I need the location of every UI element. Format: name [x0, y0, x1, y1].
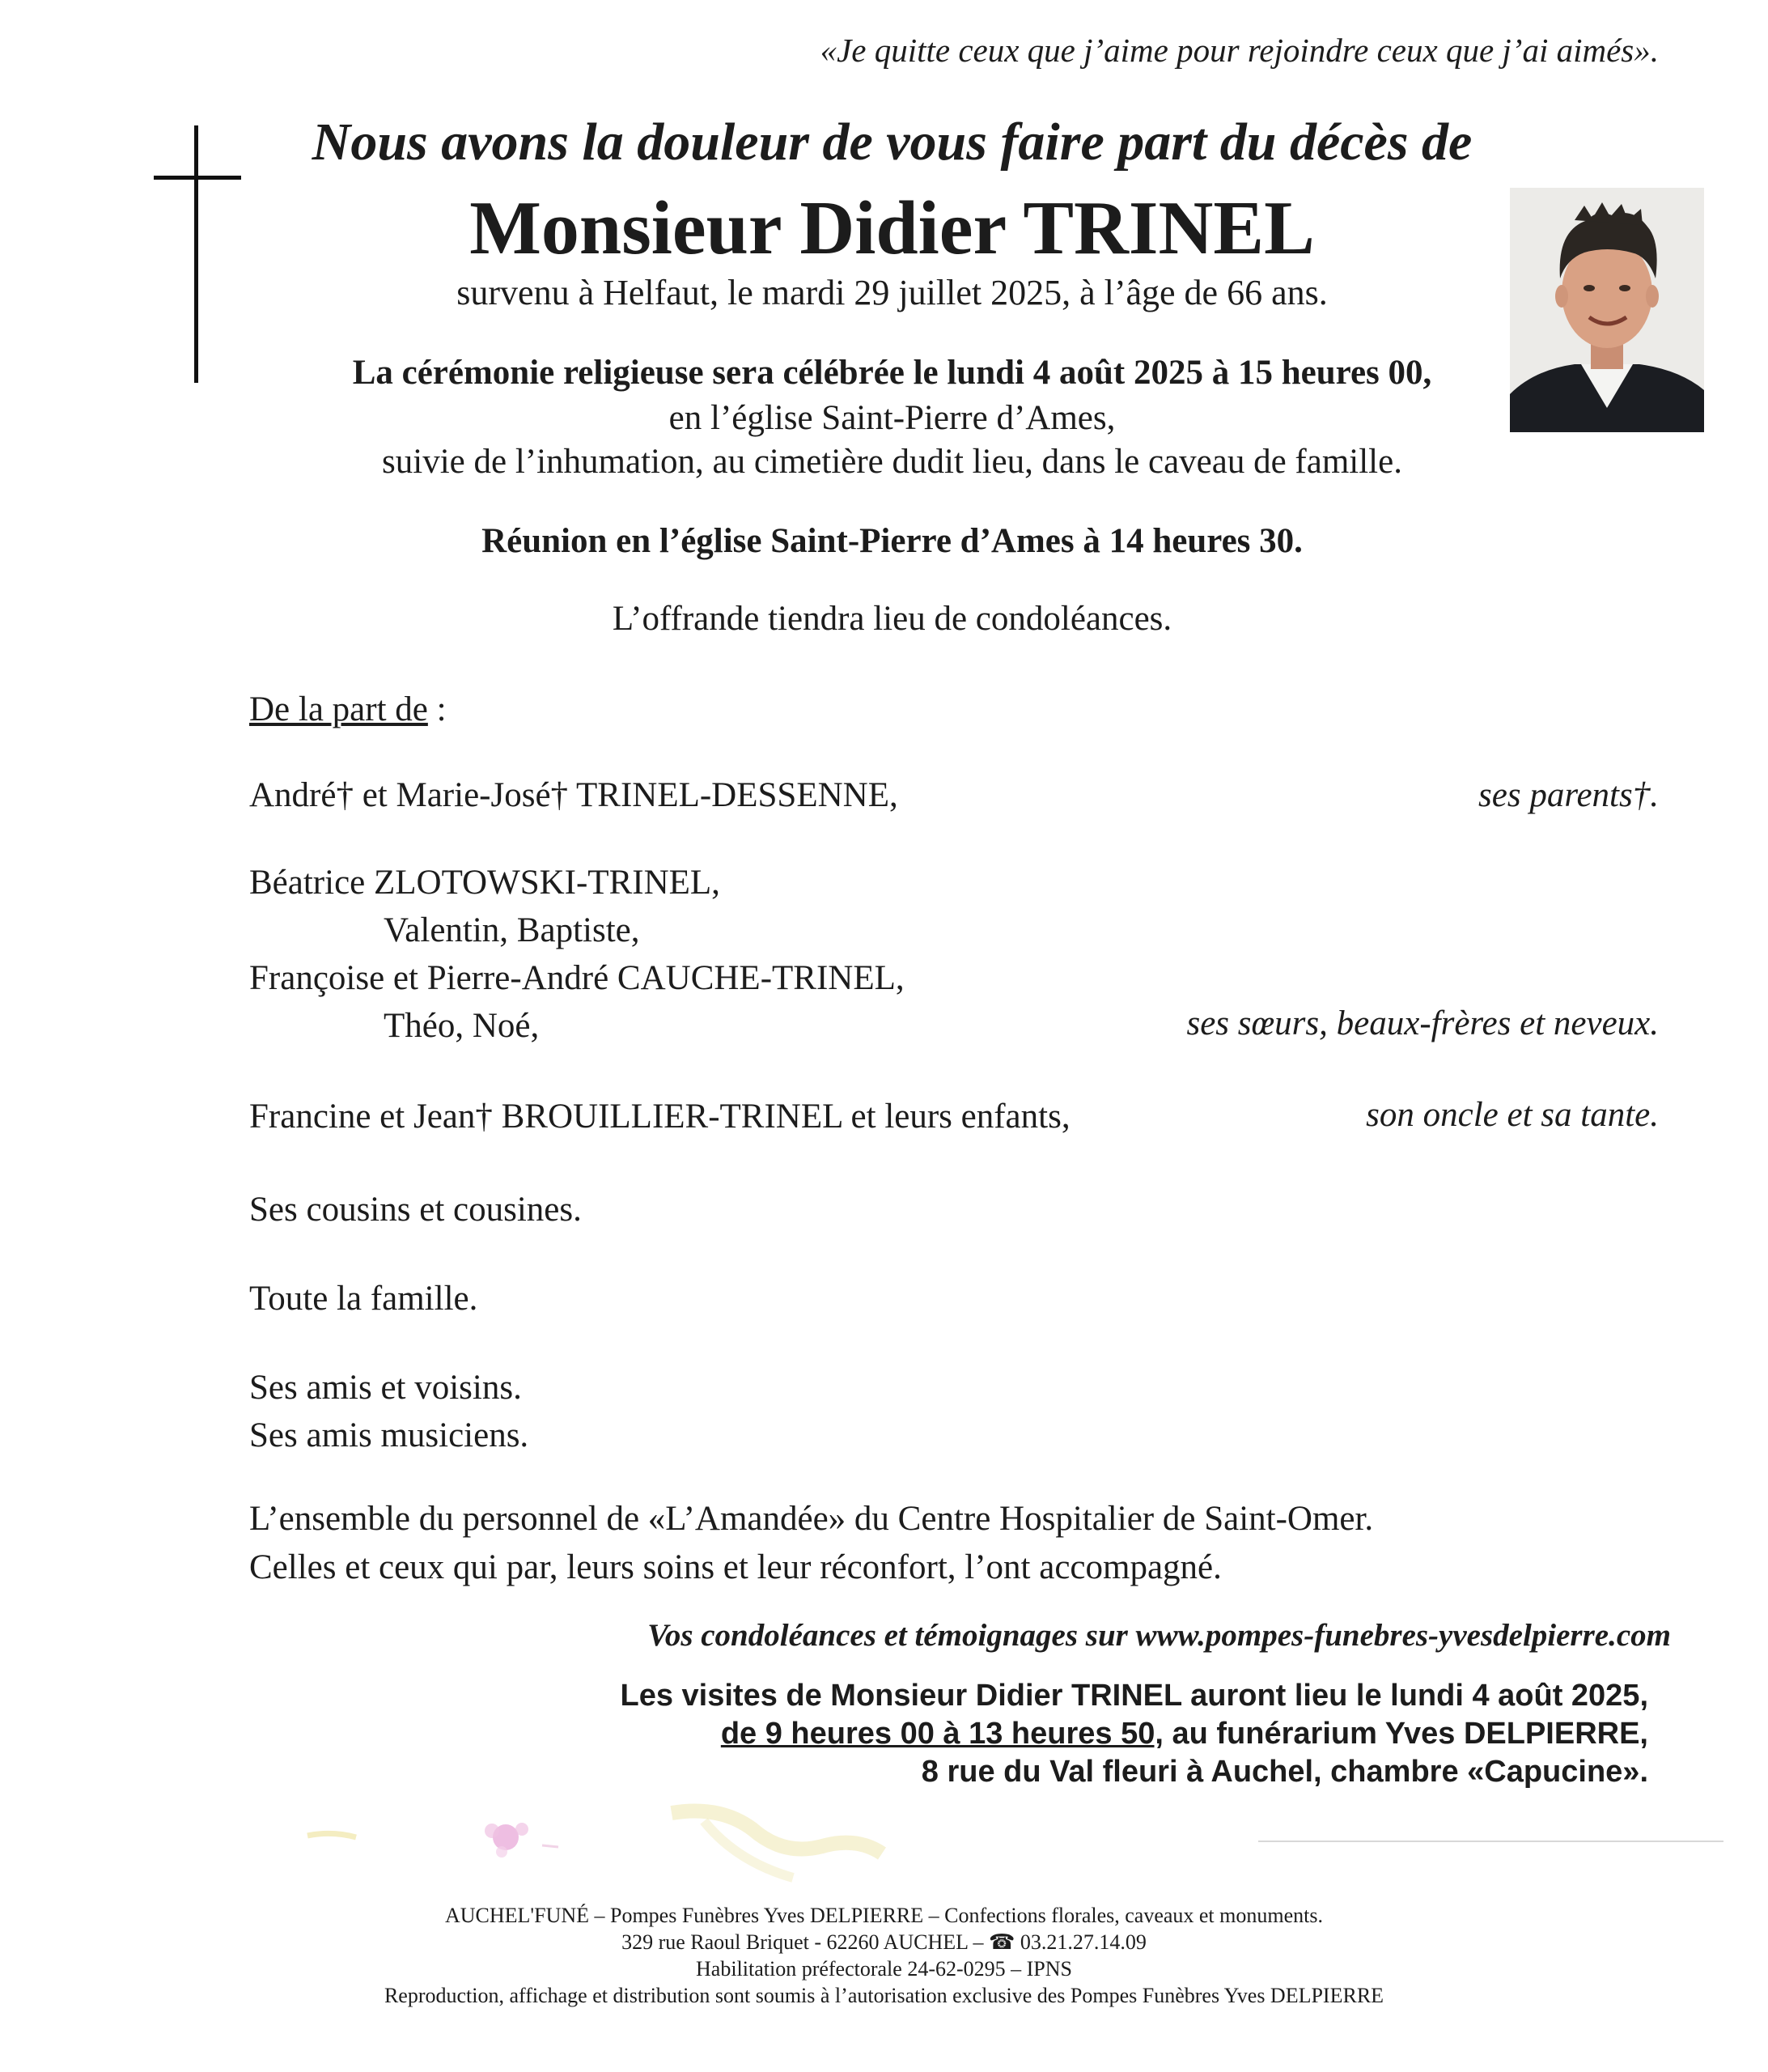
siblings-relation: ses sœurs, beaux-frères et neveux.	[1186, 1004, 1659, 1042]
cross-icon-horizontal	[154, 176, 241, 180]
musicians-line: Ses amis musiciens.	[249, 1416, 529, 1454]
staff-line-2: Celles et ceux qui par, leurs soins et leur réconfort, l’ont accompagné.	[249, 1548, 1222, 1586]
reunion-line: Réunion en l’église Saint-Pierre d’Ames à 14 heures 30.	[481, 522, 1303, 560]
all-family-line: Toute la famille.	[249, 1280, 478, 1318]
parents-relation: ses parents†.	[1478, 776, 1659, 814]
floral-decoration-icon	[299, 1789, 931, 1890]
death-details: survenu à Helfaut, le mardi 29 juillet 2025, à l’âge de 66 ans.	[456, 273, 1328, 312]
offrande-line: L’offrande tiendra lieu de condoléances.	[612, 600, 1172, 638]
uncle-aunt-relation: son oncle et sa tante.	[1366, 1096, 1659, 1134]
visits-location: au funérarium Yves DELPIERRE,	[1163, 1717, 1648, 1751]
de-la-part-label: De la part de	[249, 690, 428, 728]
de-la-part-colon: :	[427, 690, 447, 728]
footer-line-1: AUCHEL'FUNÉ – Pompes Funèbres Yves DELPIERRE – Confections florales, caveaux et monuments.	[444, 1904, 1323, 1927]
de-la-part-heading	[249, 690, 447, 729]
footer-line-4: Reproduction, affichage et distribution sont soumis à l’autorisation exclusive des Pompes Funèbres Yves DELPIERRE	[384, 1984, 1384, 2007]
ceremony-line-2: en l’église Saint-Pierre d’Ames,	[668, 399, 1116, 437]
sister-1-line: Béatrice ZLOTOWSKI-TRINEL,	[249, 864, 720, 902]
deceased-name: Monsieur Didier TRINEL	[469, 186, 1315, 270]
visits-line-2	[721, 1715, 1648, 1753]
sister-2-children: Théo, Noé,	[384, 1007, 540, 1045]
ceremony-line-3: suivie de l’inhumation, au cimetière dudit lieu, dans le caveau de famille.	[382, 443, 1402, 481]
divider-line	[1258, 1841, 1723, 1842]
visits-line-1: Les visites de Monsieur Didier TRINEL auront lieu le lundi 4 août 2025,	[620, 1679, 1648, 1713]
sister-2-line: Françoise et Pierre-André CAUCHE-TRINEL,	[249, 959, 905, 997]
uncle-aunt-line: Francine et Jean† BROUILLIER-TRINEL et leurs enfants,	[249, 1098, 1071, 1136]
condolences-website-line: Vos condoléances et témoignages sur www.pompes-funebres-yvesdelpierre.com	[647, 1618, 1671, 1653]
visits-line-3: 8 rue du Val fleuri à Auchel, chambre «Capucine».	[921, 1755, 1648, 1789]
footer-line-2: 329 rue Raoul Briquet - 62260 AUCHEL – ☎ 03.21.27.14.09	[621, 1930, 1147, 1954]
cousins-line: Ses cousins et cousines.	[249, 1191, 582, 1229]
portrait-photo	[1510, 188, 1704, 432]
staff-line-1: L’ensemble du personnel de «L’Amandée» du Centre Hospitalier de Saint-Omer.	[249, 1500, 1374, 1538]
ceremony-line-1: La cérémonie religieuse sera célébrée le lundi 4 août 2025 à 15 heures 00,	[352, 354, 1432, 392]
announcement-intro: Nous avons la douleur de vous faire part du décès de	[312, 113, 1473, 172]
footer-line-3: Habilitation préfectorale 24-62-0295 – IPNS	[696, 1957, 1072, 1981]
friends-line: Ses amis et voisins.	[249, 1369, 522, 1407]
epigraph-quote: «Je quitte ceux que j’aime pour rejoindre ceux que j’ai aimés».	[820, 32, 1659, 69]
visits-hours: de 9 heures 00 à 13 heures 50,	[720, 1717, 1164, 1751]
sister-1-children: Valentin, Baptiste,	[384, 911, 640, 949]
parents-line: André† et Marie-José† TRINEL-DESSENNE,	[249, 776, 898, 814]
